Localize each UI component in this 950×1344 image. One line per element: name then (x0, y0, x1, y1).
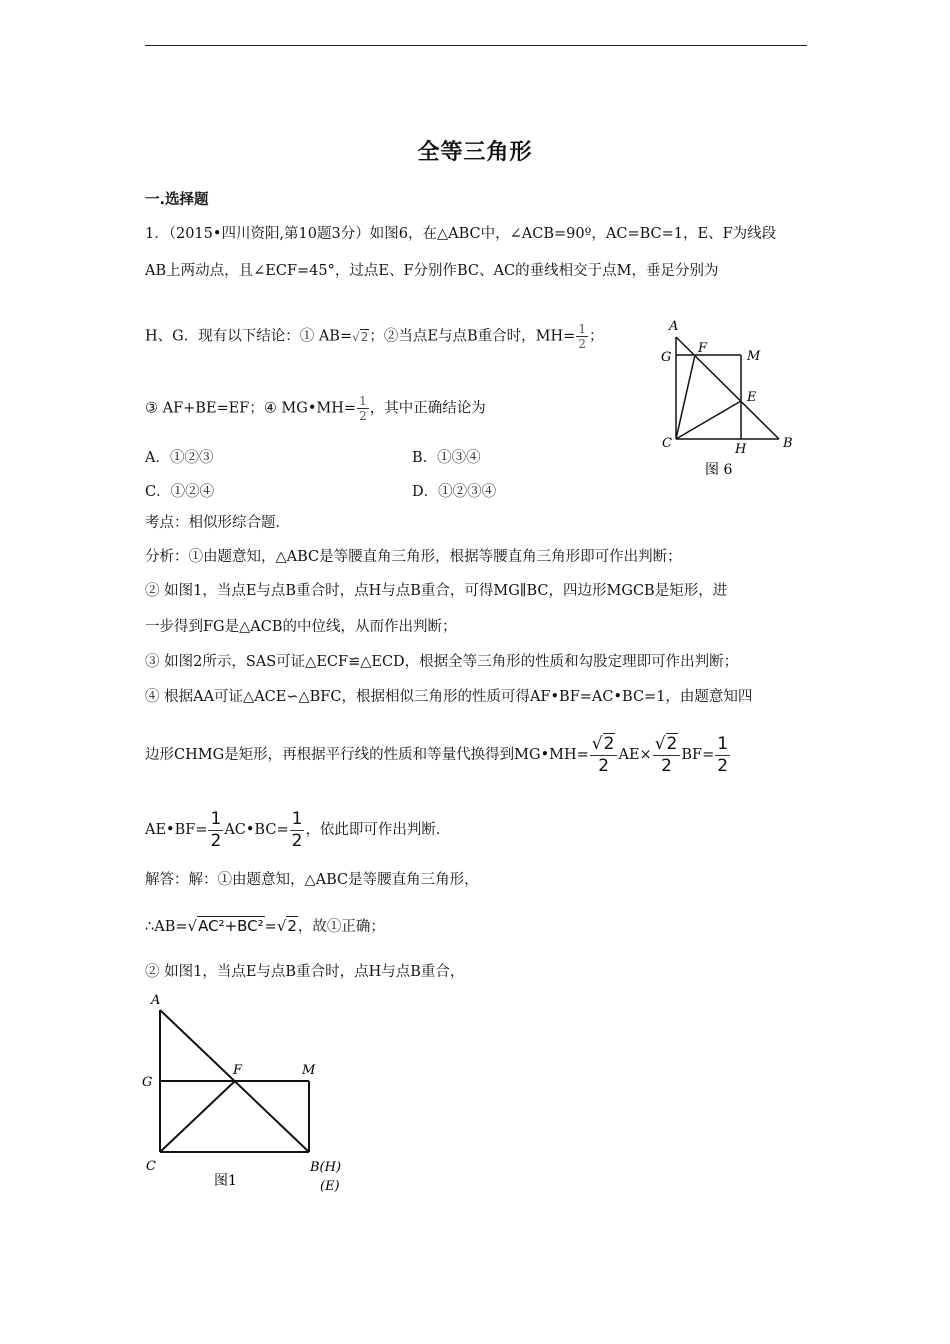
figure-1-caption: 图1 (214, 1173, 237, 1189)
question-number: 1． (145, 226, 169, 242)
label-h: H (735, 442, 747, 457)
solution-line-2: ∴AB=√AC²+BC²=√2，故①正确； (145, 912, 385, 941)
label-e: (E) (320, 1179, 340, 1194)
fraction-sqrt2-over-2: $\frac{√2}{2}$ (590, 734, 618, 777)
analysis-line-7: AE•BF= $\frac{1}{2}$ AC•BC= $\frac{1}{2}$ ，依此即可作出判断． (145, 808, 451, 851)
fraction-sqrt2-over-2: $\frac{√2}{2}$ (653, 734, 681, 777)
analysis-line-5: ④ 根据AA可证△ACE∽△BFC，根据相似三角形的性质可得AF•BF=AC•BC=1，由题意知四 (145, 689, 753, 705)
option-a: A．①②③ (145, 450, 214, 466)
question-source: （2015•四川资阳,第10题3分） (168, 226, 370, 242)
analysis-line-2: ② 如图1，当点E与点B重合时，点H与点B重合，可得MG∥BC，四边形MGCB是矩形，进 (145, 583, 728, 599)
label-e: E (747, 390, 757, 405)
label-m: M (302, 1063, 316, 1078)
label-g: G (661, 350, 672, 365)
solution-line-3: ② 如图1，当点E与点B重合时，点H与点B重合， (145, 964, 465, 980)
label-a: A (151, 993, 161, 1008)
sqrt-expression: √AC²+BC² (187, 917, 264, 935)
figure-6-caption: 图 6 (705, 462, 733, 478)
question-line-1 (145, 224, 776, 244)
question-text: 如图6，在△ABC中，∠ACB=90º，AC=BC=1，E、F为线段 (369, 226, 777, 242)
label-a: A (669, 319, 679, 334)
label-f: F (233, 1063, 243, 1078)
question-line-4: ③ AF+BE=EF；④ MG•MH= $\frac{1}{2}$ ，其中正确结论为 (145, 394, 486, 423)
label-b-h: B(H) (310, 1160, 342, 1175)
fraction-half: $\frac{1}{2}$ (359, 394, 367, 423)
label-c: C (146, 1159, 156, 1174)
fraction-half: $\frac{1}{2}$ (210, 808, 222, 851)
label-f: F (698, 341, 708, 356)
option-c: C．①②④ (145, 484, 215, 500)
header-rule (145, 45, 807, 46)
analysis-line-3: 一步得到FG是△ACB的中位线，从而作出判断； (145, 619, 457, 635)
option-b: B．①③④ (412, 450, 481, 466)
fraction-half: $\frac{1}{2}$ (291, 808, 303, 851)
fraction-half: $\frac{1}{2}$ (578, 322, 586, 351)
fraction-half: $\frac{1}{2}$ (717, 733, 729, 776)
analysis-line-4: ③ 如图2所示，SAS可证△ECF≌△ECD，根据全等三角形的性质和勾股定理即可作出判断； (145, 654, 739, 670)
page-title: 全等三角形 (417, 140, 533, 165)
analysis-line-6: 边形CHMG是矩形，再根据平行线的性质和等量代换得到MG•MH= $\frac{√2}{2}$ AE× $\frac{√2}{2}$ BF= $\frac{1}{2}$ (145, 733, 729, 776)
label-g: G (142, 1075, 153, 1090)
analysis-kaodian: 考点：相似形综合题． (145, 515, 290, 531)
solution-line-1: 解答：解：①由题意知，△ABC是等腰直角三角形， (145, 872, 479, 888)
sqrt-2: √2 (352, 329, 369, 344)
question-line-3: H、G．现有以下结论：① AB=√2；②当点E与点B重合时，MH= $\frac{1}{2}$ ； (145, 322, 604, 351)
label-c: C (662, 436, 672, 451)
label-m: M (747, 349, 761, 364)
section-heading: 一.选择题 (145, 192, 209, 208)
analysis-line-1: 分析：①由题意知，△ABC是等腰直角三角形，根据等腰直角三角形即可作出判断； (145, 549, 682, 565)
label-b: B (783, 436, 793, 451)
sqrt-2: √2 (276, 917, 297, 935)
question-line-2: AB上两动点，且∠ECF=45°，过点E、F分别作BC、AC的垂线相交于点M，垂足分别为 (145, 263, 719, 279)
figure-6 (655, 315, 805, 480)
figure-1 (138, 988, 353, 1203)
option-d: D．①②③④ (412, 484, 497, 500)
